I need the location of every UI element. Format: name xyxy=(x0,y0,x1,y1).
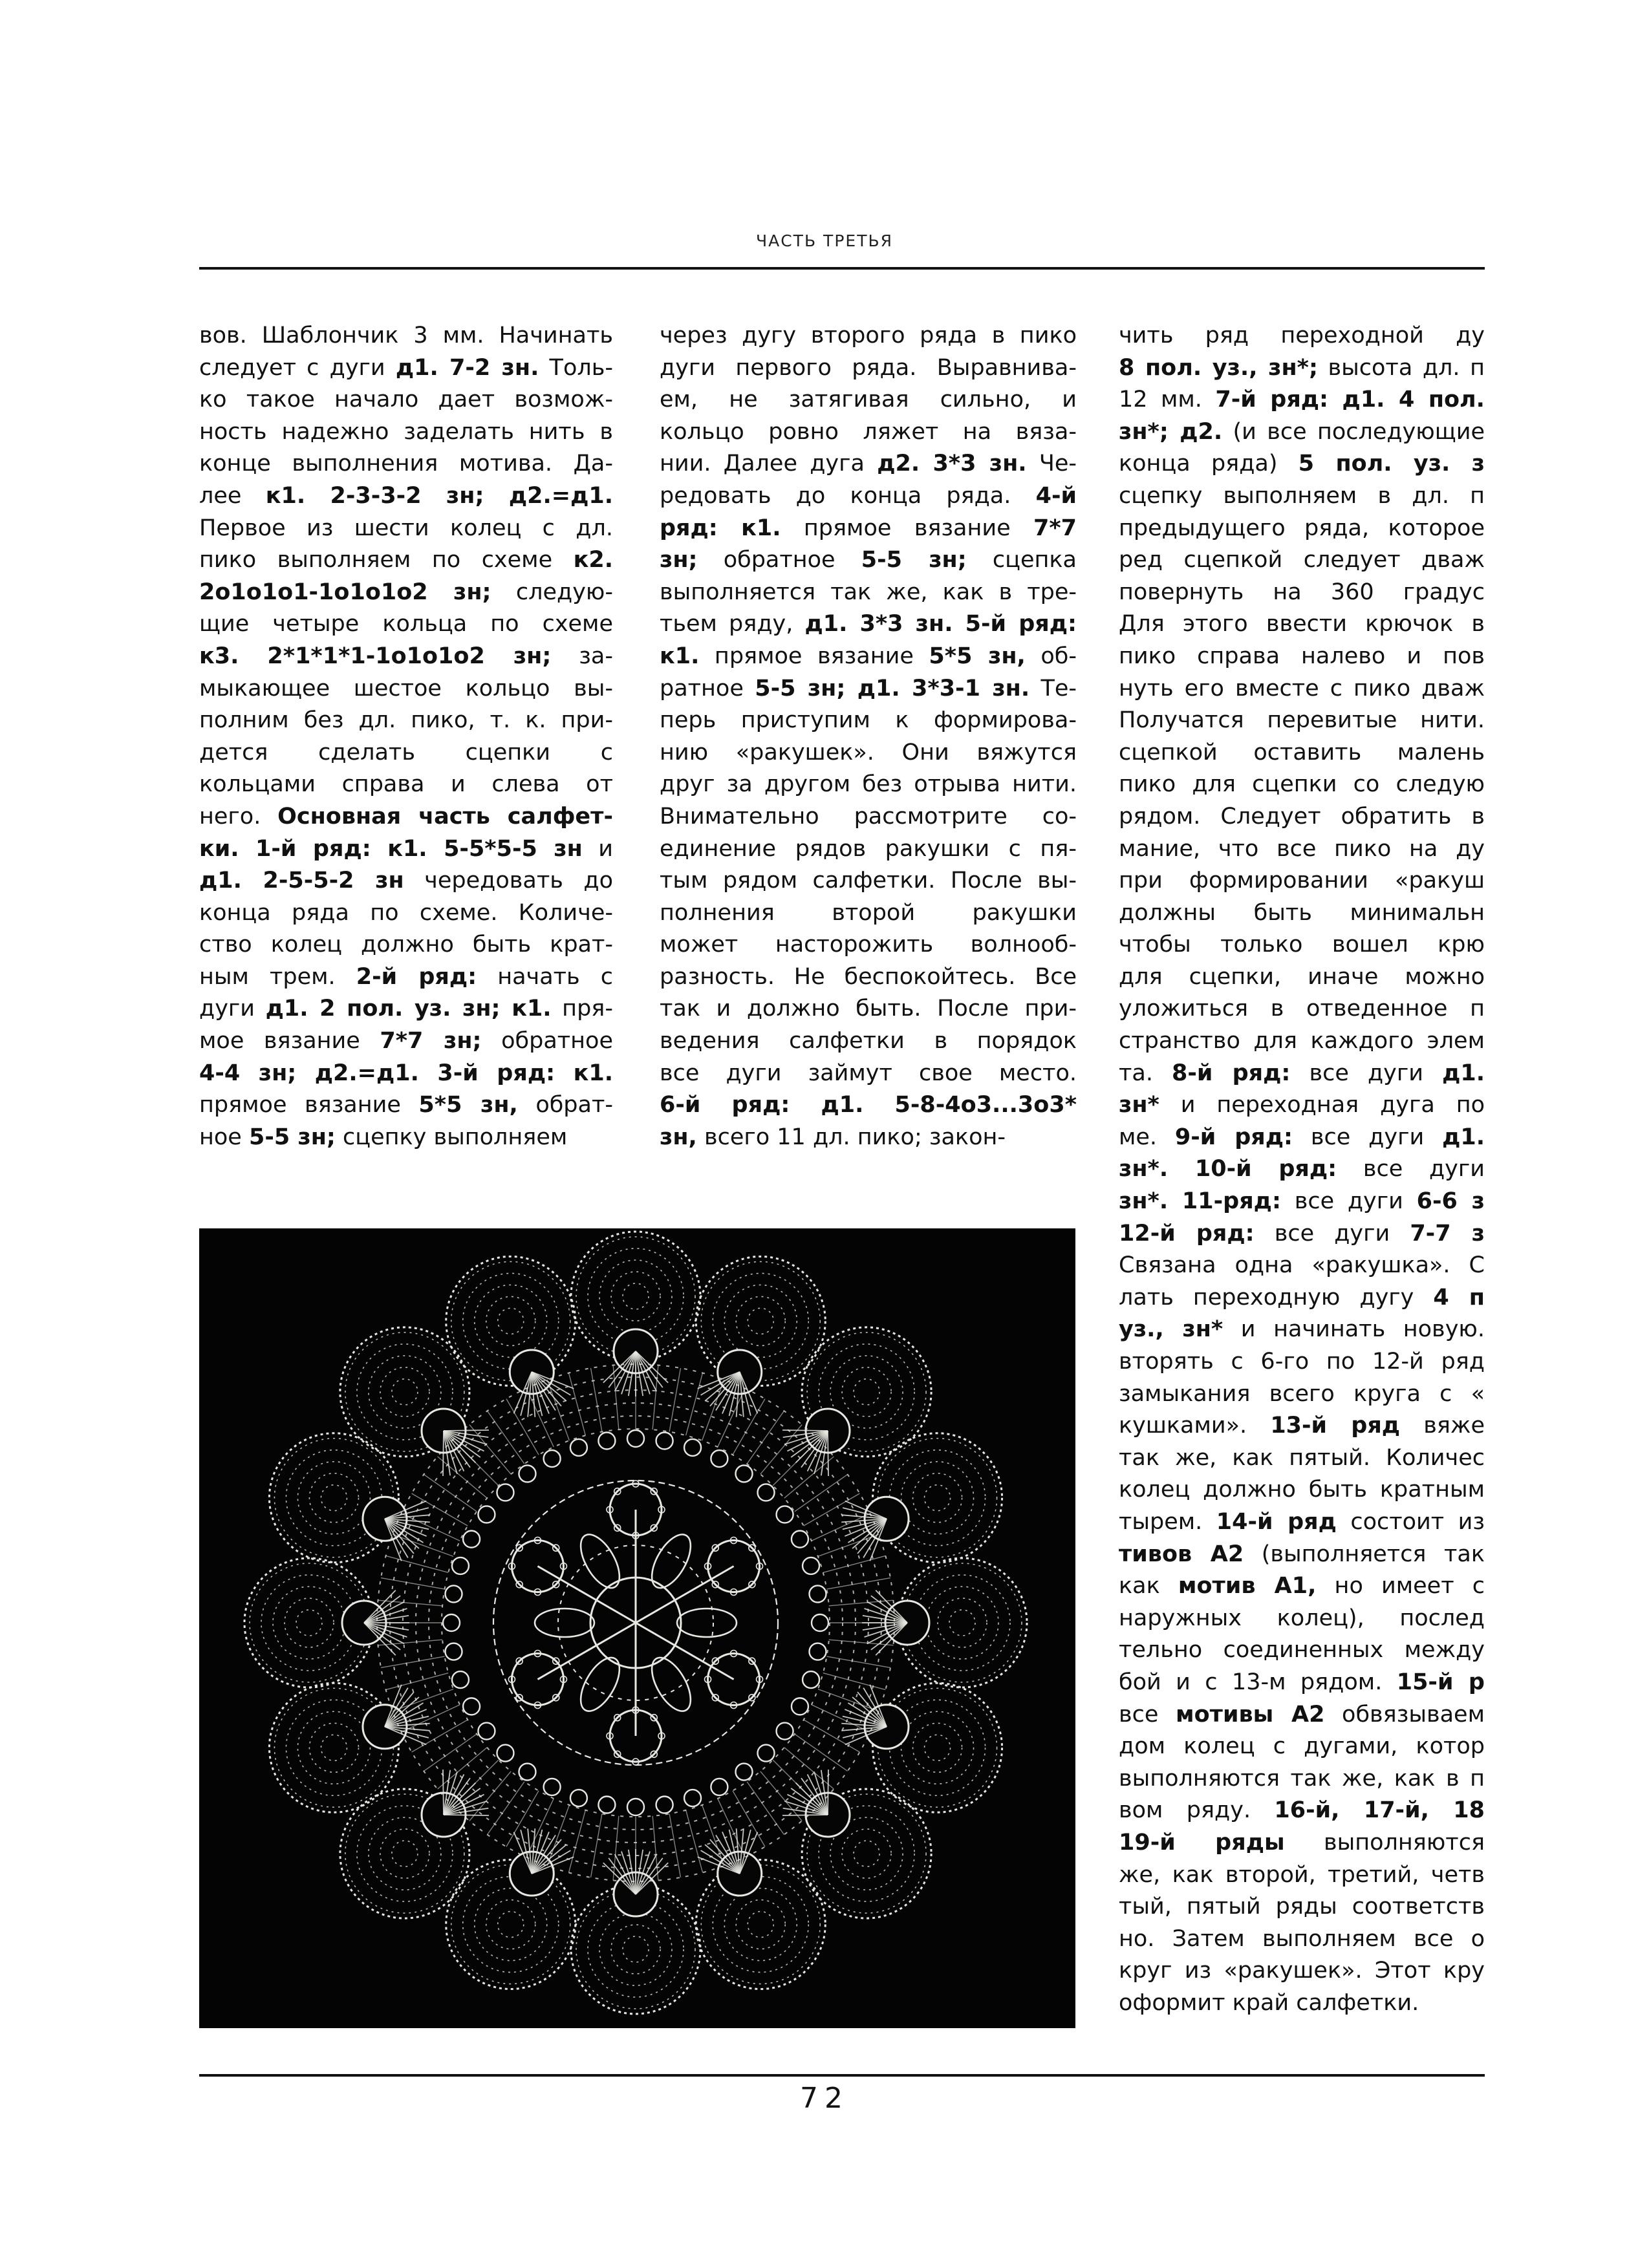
text-line xyxy=(1119,1474,1485,1506)
bold-run: 7-й ряд: д1. 4 пол. xyxy=(1215,387,1485,413)
text-line xyxy=(1119,352,1485,385)
text-line xyxy=(199,320,613,352)
text-line xyxy=(1119,448,1485,480)
text-line xyxy=(1119,1282,1485,1314)
text-run: все дуги xyxy=(1337,1156,1485,1182)
text-run: полним без дл. пико, т. к. при- xyxy=(199,707,613,734)
text-line xyxy=(660,737,1077,769)
text-run: выполняются xyxy=(1284,1829,1485,1856)
text-line xyxy=(199,608,613,641)
text-run: тый, пятый ряды соответств xyxy=(1119,1894,1485,1920)
text-line xyxy=(1119,1923,1485,1956)
text-run: замыкания всего круга с « xyxy=(1119,1380,1485,1407)
text-run: круг из «ракушек». Этот кру xyxy=(1119,1958,1485,1984)
shell-rib xyxy=(443,1770,444,1815)
page-number: 72 xyxy=(800,2082,849,2115)
text-run: ко такое начало дает возмож- xyxy=(199,387,613,413)
bold-run: д2. 3*3 зн. xyxy=(877,451,1027,477)
text-run: та. xyxy=(1119,1060,1172,1086)
text-line xyxy=(1119,1442,1485,1475)
text-run: тьем ряду, xyxy=(660,611,805,637)
text-line xyxy=(1119,673,1485,705)
text-run: щие четыре кольца по схеме xyxy=(199,611,613,637)
text-run: пико для сцепки со следую xyxy=(1119,771,1485,798)
text-run: Получатся перевитые нити. xyxy=(1119,707,1485,734)
text-run: ность надежно заделать нить в xyxy=(199,418,613,445)
bold-run: зн* xyxy=(1119,1092,1159,1118)
text-line xyxy=(199,352,613,385)
text-run: чтобы только вошел крю xyxy=(1119,932,1485,958)
text-run: должны быть минимальн xyxy=(1119,899,1485,926)
bold-run: 8-й ряд: xyxy=(1172,1060,1291,1086)
bold-run: тивов А2 xyxy=(1119,1541,1244,1567)
text-line xyxy=(199,1058,613,1090)
text-run: так и должно быть. После при- xyxy=(660,996,1077,1022)
text-run: об- xyxy=(1025,643,1077,669)
text-run: следую- xyxy=(491,579,613,605)
text-line xyxy=(660,1058,1077,1090)
text-run: колец должно быть кратным xyxy=(1119,1477,1485,1503)
bold-run: ки. 1-й ряд: к1. 5-5*5-5 зн xyxy=(199,835,583,862)
text-run: начать с xyxy=(477,963,613,990)
text-line xyxy=(1119,1378,1485,1411)
text-line xyxy=(199,897,613,930)
bold-run: зн*; д2. xyxy=(1119,418,1223,445)
text-run: и начинать новую. xyxy=(1223,1316,1485,1343)
text-line xyxy=(1119,1539,1485,1571)
bold-run: 14-й ряд xyxy=(1216,1508,1337,1535)
text-line xyxy=(660,897,1077,930)
text-run: нию «ракушек». Они вяжутся xyxy=(660,739,1077,765)
bold-run: зн; xyxy=(660,547,698,573)
text-line xyxy=(1119,544,1485,577)
text-run: кушками». xyxy=(1119,1413,1271,1439)
text-run: друг за другом без отрыва нити. xyxy=(660,771,1077,798)
bold-run: 4-4 зн; д2.=д1. 3-й ряд: к1. xyxy=(199,1060,613,1086)
text-run: наружных колец), послед xyxy=(1119,1605,1485,1631)
text-line xyxy=(199,641,613,673)
text-run: ме. xyxy=(1119,1124,1175,1150)
text-line xyxy=(199,577,613,609)
text-run: все дуги xyxy=(1254,1220,1410,1246)
text-line xyxy=(199,384,613,416)
text-run: дуги xyxy=(199,996,266,1022)
text-line xyxy=(1119,577,1485,609)
text-line xyxy=(1119,1891,1485,1923)
text-line xyxy=(1119,1731,1485,1763)
text-line xyxy=(660,769,1077,801)
bold-run: 4 п xyxy=(1433,1284,1485,1311)
text-line xyxy=(199,480,613,513)
text-line xyxy=(660,929,1077,961)
text-line xyxy=(1119,929,1485,961)
text-run: Че- xyxy=(1026,451,1077,477)
text-run: уложиться в отведенное п xyxy=(1119,996,1485,1022)
text-run: высота дл. п xyxy=(1317,354,1485,381)
text-line xyxy=(1119,801,1485,833)
text-run: как xyxy=(1119,1573,1178,1599)
text-run: лее xyxy=(199,482,266,509)
text-line xyxy=(199,1025,613,1058)
text-run: тым рядом салфетки. После вы- xyxy=(660,868,1077,894)
text-line xyxy=(199,833,613,866)
text-run: за- xyxy=(551,643,613,669)
text-line xyxy=(1119,641,1485,673)
text-run: выполняются так же, как в п xyxy=(1119,1765,1485,1792)
bold-run: 8 пол. уз., зн*; xyxy=(1119,354,1318,381)
text-run: прямое вязание xyxy=(699,643,929,669)
bold-run: 5-5 зн; xyxy=(861,547,967,573)
text-column-2 xyxy=(660,320,1077,1153)
text-run: мыкающее шестое кольцо вы- xyxy=(199,675,613,701)
text-run: тырем. xyxy=(1119,1508,1216,1535)
text-line xyxy=(199,961,613,994)
text-line xyxy=(1119,480,1485,513)
text-run: 12 мм. xyxy=(1119,387,1216,413)
text-column-1 xyxy=(199,320,613,1153)
text-run: но имеет с xyxy=(1316,1573,1485,1599)
text-line xyxy=(199,929,613,961)
text-line xyxy=(199,448,613,480)
text-run: нуть его вместе с пико дваж xyxy=(1119,675,1485,701)
text-run: полнения второй ракушки xyxy=(660,899,1077,926)
text-line xyxy=(660,865,1077,897)
text-run: ство колец должно быть крат- xyxy=(199,932,613,958)
text-run: Внимательно рассмотрите со- xyxy=(660,803,1077,829)
text-line xyxy=(1119,833,1485,866)
text-run: Связана одна «ракушка». С xyxy=(1119,1252,1485,1279)
text-line xyxy=(1119,1795,1485,1827)
bold-run: 2-й ряд: xyxy=(356,963,477,990)
text-run: вторять с 6-го по 12-й ряд xyxy=(1119,1349,1485,1375)
bold-run: зн*. 10-й ряд: xyxy=(1119,1156,1337,1182)
bold-run: 5*5 зн, xyxy=(929,643,1026,669)
bold-run: 5 пол. уз. з xyxy=(1298,451,1485,477)
bold-run: мотивы А2 xyxy=(1176,1701,1325,1728)
bold-run: 5*5 зн, xyxy=(418,1092,518,1118)
text-run: все xyxy=(1119,1701,1176,1728)
bold-run: 6-й ряд: д1. 5-8-4о3...3о3* xyxy=(660,1092,1077,1118)
text-line xyxy=(1119,1058,1485,1090)
text-run: сцепку выполняем в дл. п xyxy=(1119,482,1485,509)
bold-run: 7-7 з xyxy=(1410,1220,1485,1246)
text-run: бой и с 13-м рядом. xyxy=(1119,1669,1397,1695)
text-line xyxy=(1119,1218,1485,1250)
text-line xyxy=(1119,897,1485,930)
bold-run: 15-й р xyxy=(1396,1669,1485,1695)
tatted-doily-image xyxy=(199,1228,1075,2028)
text-line xyxy=(1119,1506,1485,1539)
text-line xyxy=(660,833,1077,866)
text-line xyxy=(660,673,1077,705)
text-line xyxy=(199,1122,613,1154)
text-line xyxy=(1119,1250,1485,1282)
text-line xyxy=(660,480,1077,513)
text-run: пико справа налево и пов xyxy=(1119,643,1485,669)
text-line xyxy=(199,737,613,769)
text-run: ред сцепкой следует дваж xyxy=(1119,547,1485,573)
text-line xyxy=(1119,1603,1485,1635)
bold-run: 16-й, 17-й, 18 xyxy=(1274,1797,1485,1824)
text-run: разность. Не беспокойтесь. Все xyxy=(660,963,1077,990)
text-run: вов. Шаблончик 3 мм. Начинать xyxy=(199,323,613,348)
text-run: Те- xyxy=(1029,675,1077,701)
text-run: ратное xyxy=(660,675,755,701)
text-run: дом колец с дугами, котор xyxy=(1119,1733,1485,1760)
text-line xyxy=(660,641,1077,673)
bold-run: 7*7 зн; xyxy=(380,1028,482,1054)
bold-run: д1. 7-2 зн. xyxy=(395,354,539,381)
text-run: все дуги займут свое место. xyxy=(660,1060,1077,1086)
text-line xyxy=(660,801,1077,833)
text-line xyxy=(660,544,1077,577)
text-line xyxy=(199,705,613,737)
text-line xyxy=(1119,384,1485,416)
text-line xyxy=(199,865,613,897)
text-run: рядом. Следует обратить в xyxy=(1119,803,1485,829)
text-run: ное xyxy=(199,1124,249,1150)
text-line xyxy=(1119,1122,1485,1154)
text-line xyxy=(1119,705,1485,737)
text-line xyxy=(1119,1025,1485,1058)
text-run: все дуги xyxy=(1290,1060,1443,1086)
header-rule xyxy=(199,267,1485,270)
bold-run: 9-й ряд: xyxy=(1174,1124,1293,1150)
text-line xyxy=(1119,1955,1485,1987)
text-line xyxy=(660,1122,1077,1154)
text-run: состоит из xyxy=(1336,1508,1485,1535)
text-line xyxy=(1119,1667,1485,1699)
text-line xyxy=(1119,1570,1485,1603)
text-run: пико выполняем по схеме xyxy=(199,547,574,573)
text-run: дуги первого ряда. Выравнива- xyxy=(660,354,1077,381)
text-run: для сцепки, иначе можно xyxy=(1119,963,1485,990)
bold-run: к1. xyxy=(660,643,700,669)
bold-run: 13-й ряд xyxy=(1270,1413,1401,1439)
text-run: Для этого ввести крючок в xyxy=(1119,611,1485,637)
bold-run: 5-5 зн; д1. 3*3-1 зн. xyxy=(755,675,1030,701)
bold-run: Основная часть салфет- xyxy=(277,803,613,829)
text-run: же, как второй, третий, четв xyxy=(1119,1861,1485,1888)
text-line xyxy=(1119,1153,1485,1186)
bold-run: д1. xyxy=(1442,1060,1485,1086)
text-run: всего 11 дл. пико; закон- xyxy=(696,1124,1006,1150)
bold-run: мотив А1, xyxy=(1178,1573,1317,1599)
text-run: (выполняется так xyxy=(1244,1541,1485,1567)
text-line xyxy=(1119,1186,1485,1218)
text-run: обратное xyxy=(481,1028,613,1054)
text-run: конца ряда по схеме. Количе- xyxy=(199,899,613,926)
text-run: через дугу второго ряда в пико xyxy=(660,323,1077,348)
text-run: оформит край салфетки. xyxy=(1119,1989,1419,2016)
text-line xyxy=(1119,416,1485,449)
text-line xyxy=(1119,865,1485,897)
text-run: перь приступим к формирова- xyxy=(660,707,1077,734)
text-line xyxy=(660,1025,1077,1058)
text-line xyxy=(1119,513,1485,545)
text-run: прямое вязание xyxy=(199,1092,419,1118)
bold-run: к1. 2-3-3-2 зн; д2.=д1. xyxy=(265,482,613,509)
text-run: пря- xyxy=(551,996,613,1022)
bold-run: д1. xyxy=(1442,1124,1485,1150)
text-line xyxy=(1119,961,1485,994)
text-run: ем, не затягивая сильно, и xyxy=(660,387,1077,413)
text-line xyxy=(199,673,613,705)
text-run: при формировании «ракуш xyxy=(1119,868,1485,894)
text-run: конце выполнения мотива. Да- xyxy=(199,451,613,477)
text-line xyxy=(1119,1699,1485,1731)
text-run: выполняется так же, как в тре- xyxy=(660,579,1077,605)
text-run: обвязываем xyxy=(1324,1701,1485,1728)
text-line xyxy=(660,513,1077,545)
text-run: следует с дуги xyxy=(199,354,396,381)
text-line xyxy=(1119,1346,1485,1378)
bold-run: д1. 3*3 зн. 5-й ряд: xyxy=(804,611,1077,637)
text-run: и переходная дуга по xyxy=(1159,1092,1485,1118)
text-run: странство для каждого элем xyxy=(1119,1028,1485,1054)
running-header: ЧАСТЬ ТРЕТЬЯ xyxy=(755,231,893,250)
text-run: ведения салфетки в порядок xyxy=(660,1028,1077,1054)
text-line xyxy=(660,448,1077,480)
bold-run: 19-й ряды xyxy=(1119,1829,1285,1856)
text-run: может насторожить волнооб- xyxy=(660,932,1077,958)
text-line xyxy=(1119,737,1485,769)
text-run: вом ряду. xyxy=(1119,1797,1275,1824)
text-run: и xyxy=(582,835,613,862)
text-line xyxy=(660,577,1077,609)
shell-rib xyxy=(444,1430,489,1431)
text-run: чить ряд переходной ду xyxy=(1119,323,1485,348)
text-run: чередовать до xyxy=(404,868,613,894)
text-run: мание, что все пико на ду xyxy=(1119,835,1485,862)
text-line xyxy=(660,384,1077,416)
text-line xyxy=(660,705,1077,737)
text-line xyxy=(1119,1089,1485,1122)
text-line xyxy=(660,961,1077,994)
text-run: дется сделать сцепки с xyxy=(199,739,613,765)
text-line xyxy=(1119,1410,1485,1442)
text-run: сцепкой оставить малень xyxy=(1119,739,1485,765)
bold-run: зн*. 11-ряд: xyxy=(1119,1188,1281,1215)
text-run: конца ряда) xyxy=(1119,451,1299,477)
bold-run: 4-й xyxy=(1035,482,1077,509)
text-line xyxy=(660,416,1077,449)
bold-run: к2. xyxy=(573,547,613,573)
text-run: обратное xyxy=(697,547,861,573)
bold-run: зн, xyxy=(660,1124,697,1150)
text-line xyxy=(1119,1634,1485,1667)
text-line xyxy=(1119,1763,1485,1795)
bold-run: к3. 2*1*1*1-1о1о1о2 зн; xyxy=(199,643,552,669)
text-run: вяже xyxy=(1400,1413,1485,1439)
bold-run: 6-6 з xyxy=(1416,1188,1485,1215)
text-line xyxy=(1119,993,1485,1025)
text-run: сцепка xyxy=(966,547,1077,573)
text-run: все дуги xyxy=(1293,1124,1443,1150)
text-line xyxy=(1119,320,1485,352)
bold-run: д1. 2 пол. уз. зн; к1. xyxy=(265,996,552,1022)
text-run: тельно соединенных между xyxy=(1119,1637,1485,1664)
text-run: повернуть на 360 градус xyxy=(1119,579,1485,605)
text-line xyxy=(660,608,1077,641)
text-run: редовать до конца ряда. xyxy=(660,482,1036,509)
bold-run: уз., зн* xyxy=(1119,1316,1223,1343)
text-run: обрат- xyxy=(517,1092,613,1118)
text-line xyxy=(199,544,613,577)
bold-run: д1. 2-5-5-2 зн xyxy=(199,868,404,894)
text-line xyxy=(660,993,1077,1025)
text-line xyxy=(199,993,613,1025)
bold-run: ряд: к1. xyxy=(660,515,781,541)
text-line xyxy=(199,801,613,833)
text-column-3 xyxy=(1119,320,1485,2019)
text-run: предыдущего ряда, которое xyxy=(1119,515,1485,541)
text-line xyxy=(660,320,1077,352)
text-run: (и все последующие xyxy=(1222,418,1485,445)
text-line xyxy=(199,1089,613,1122)
text-line xyxy=(199,513,613,545)
bold-run: 12-й ряд: xyxy=(1119,1220,1255,1246)
doily-photo xyxy=(199,1228,1075,2028)
text-run: так же, как пятый. Количес xyxy=(1119,1444,1485,1471)
text-run: кольцо ровно ляжет на вяза- xyxy=(660,418,1077,445)
text-run: Толь- xyxy=(539,354,613,381)
text-run: сцепку выполняем xyxy=(335,1124,568,1150)
text-run: единение рядов ракушки с пя- xyxy=(660,835,1077,862)
text-line xyxy=(1119,1859,1485,1892)
shell-rib xyxy=(443,1431,444,1476)
bold-run: 2о1о1о1-1о1о1о2 зн; xyxy=(199,579,491,605)
text-run: кольцами справа и слева от xyxy=(199,771,613,798)
text-run: мое вязание xyxy=(199,1028,380,1054)
text-line xyxy=(1119,1827,1485,1859)
bold-run: 5-5 зн; xyxy=(248,1124,336,1150)
text-run: лать переходную дугу xyxy=(1119,1284,1434,1311)
bold-run: 7*7 xyxy=(1033,515,1077,541)
text-line xyxy=(1119,1314,1485,1346)
footer-rule xyxy=(199,2074,1485,2077)
text-line xyxy=(660,1089,1077,1122)
text-run: прямое вязание xyxy=(781,515,1033,541)
text-line xyxy=(1119,769,1485,801)
text-line xyxy=(1119,1987,1485,2020)
text-run: все дуги xyxy=(1280,1188,1417,1215)
text-run: Первое из шести колец с дл. xyxy=(199,515,613,541)
text-run: ным трем. xyxy=(199,963,356,990)
text-run: него. xyxy=(199,803,278,829)
text-line xyxy=(660,352,1077,385)
text-run: но. Затем выполняем все о xyxy=(1119,1925,1485,1952)
text-line xyxy=(199,769,613,801)
text-line xyxy=(199,416,613,449)
text-line xyxy=(1119,608,1485,641)
text-run: нии. Далее дуга xyxy=(660,451,878,477)
